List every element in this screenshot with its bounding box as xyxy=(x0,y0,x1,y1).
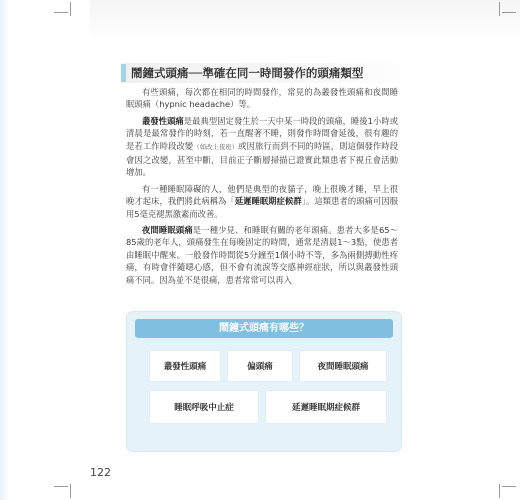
text-run: 有些頭痛，每次都在相同的時間發作，常見的為叢發性頭痛和夜間睡眠頭痛（hypnic headache）等。 xyxy=(126,87,398,110)
chip-cluster-headache: 叢發性頭痛 xyxy=(149,350,221,382)
crop-mark xyxy=(502,486,516,487)
section-heading-text: 鬧鐘式頭痛──準確在同一時間發作的頭痛類型 xyxy=(131,66,364,80)
text-run: 或因旅行而到不同的時區，則這個發作時段會因之改變，甚至中斷，目前正子斷層掃描已證實此類患者下視丘會活動增加。 xyxy=(126,140,398,178)
edge-strip xyxy=(0,0,10,500)
chip-migraine: 偏頭痛 xyxy=(227,350,293,382)
crop-mark xyxy=(54,12,68,13)
headache-types-box xyxy=(126,311,402,452)
crop-mark xyxy=(70,2,71,16)
chip-sleep-apnea: 睡眠呼吸中止症 xyxy=(149,390,259,424)
bold-term: 延遲睡眠期症候群 xyxy=(234,196,302,207)
bold-term: 夜間睡眠頭痛 xyxy=(142,225,193,236)
crop-mark xyxy=(70,484,71,498)
text-run: 」。這類患者的頭痛可因服用5毫克褪黑激素而改善。 xyxy=(126,196,398,219)
crop-mark xyxy=(499,2,500,16)
paragraph xyxy=(126,115,398,179)
bold-term: 叢發性頭痛 xyxy=(142,115,184,126)
text-run: 有一種睡眠障礙的人，他們是典型的夜貓子，晚上很晚才睡，早上很晚才起床，我們將此病稱為「 xyxy=(126,183,398,207)
chip-hypnic-headache: 夜間睡眠頭痛 xyxy=(299,350,387,382)
paragraph xyxy=(126,224,398,286)
heading-accent-bar xyxy=(121,64,126,82)
top-band xyxy=(90,0,520,40)
chip-delayed-sleep-phase: 延遲睡眠期症候群 xyxy=(265,390,387,424)
box-title: 鬧鐘式頭痛有哪些？ xyxy=(135,319,393,338)
crop-mark xyxy=(502,12,516,13)
text-run: 是一種少見、和睡眠有關的老年頭痛。患者大多是65～85歲的老年人，頭痛發生在每晚固定的時間，通常是清晨1～3點，使患者由睡眠中醒來。一般發作時間從5分鐘至1個小時不等，多為兩側搏動性疼痛，有時會伴隨噁心感，但不會有流淚等交感神經症狀，所以與叢發性頭痛不同。因為並不是很痛，患者常常可以再入 xyxy=(126,225,398,285)
body-text xyxy=(126,86,398,290)
small-note: （如改上夜班） xyxy=(193,143,239,151)
text-run: 是最典型固定發生於一天中某一時段的頭痛，睡後1小時或清晨是最常發作的時刻，若一直醒著不睡，則發作時間會延後，很有趣的是若工作時段改變 xyxy=(126,115,398,151)
crop-mark xyxy=(499,484,500,498)
section-heading xyxy=(121,63,421,83)
page-number: 122 xyxy=(90,466,111,479)
crop-mark xyxy=(54,486,68,487)
paragraph xyxy=(126,183,398,220)
paragraph xyxy=(126,86,398,111)
